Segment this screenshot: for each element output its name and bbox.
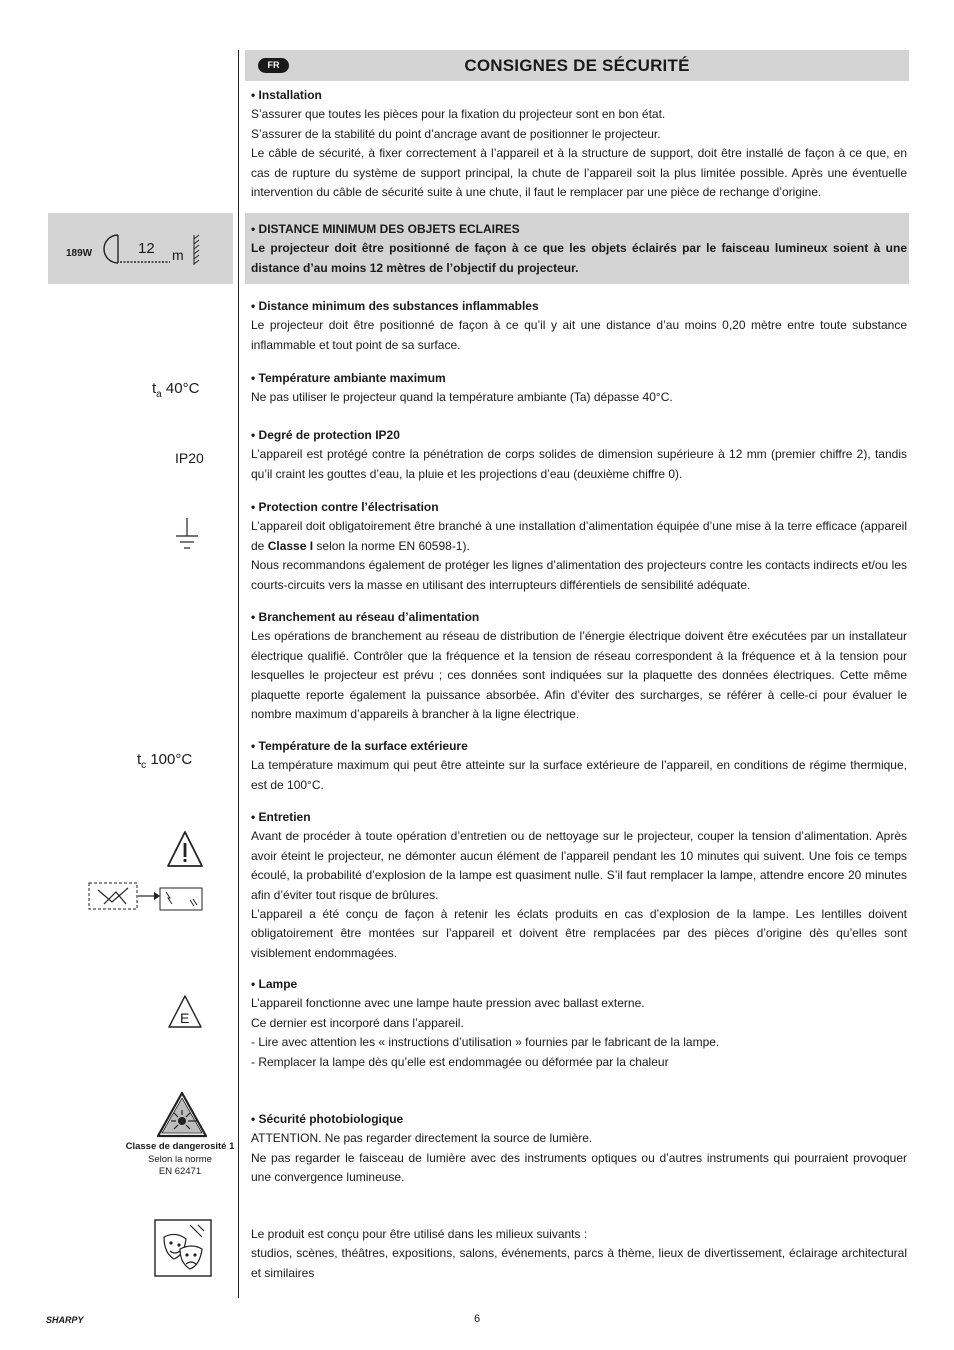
section-electrical: • Protection contre l’électrisation L’appareil doit obligatoirement être branché à une installation d’alimentation équipée d’une mise à la terre efficace (appareil de Classe I selon la norme EN 60598-1). Nous recommandons également de protéger les lignes d’alimentation des projecteurs contre les contacts indirects et/ou les courts-circuits vers la masse en utilisant des interrupteurs différentiels de sensibilité adéquate.	[251, 500, 907, 592]
section-mains: • Branchement au réseau d’alimentation Les opérations de branchement au réseau de distribution de l’énergie électrique doivent être exécutées par un installateur électrique qualifié. Contrôler que la fréquence et la tension de réseau correspondent à la fréquence et à la tension pour lesquelles le projecteur est prévu ; ces données sont indiquées sur la plaquette des données électriques. Cette même plaquette reporte également la puissance absorbée. Afin d’éviter des surcharges, se référer à celle-ci pour évaluer le nombre maximum d’appareils à brancher à la ligne électrique.	[251, 610, 907, 722]
section-ambient-temp: • Température ambiante maximum Ne pas utiliser le projecteur quand la température ambiante (Ta) dépasse 40°C.	[251, 369, 907, 408]
laser-class-caption: Classe de dangerosité 1 Selon la norme EN 62471	[125, 1141, 235, 1177]
section-surface-temp: • Température de la surface extérieure La température maximum qui peut être atteinte sur la surface extérieure de l’appareil, en conditions de régime thermique, est de 100°C.	[251, 739, 907, 792]
section-usage: Le produit est conçu pour être utilisé dans les milieux suivants : studios, scènes, théâtres, expositions, salons, événements, parcs à thème, lieux de divertissement, éclairage architectural et similaires	[251, 1227, 907, 1280]
distance-value: 12	[138, 240, 155, 257]
distance-power-label: 189W	[66, 248, 93, 259]
section-ip-protection: • Degré de protection IP20 L’appareil est protégé contre la pénétration de corps solides de dimension supérieure à 12 mm (premier chiffre 2), tandis qu’il craint les gouttes d’eau, la pluie et les projections d’eau (deuxième chiffre 0).	[251, 428, 907, 481]
section-heading: • Degré de protection IP20	[251, 428, 400, 442]
distance-symbol-panel	[48, 213, 233, 284]
section-heading: • Protection contre l’électrisation	[251, 500, 439, 514]
laser-radiation-icon	[155, 1090, 209, 1140]
section-heading: • DISTANCE MINIMUM DES OBJETS ECLAIRES	[251, 222, 520, 236]
ambient-temp-symbol: $t_a$ 40°C	[152, 380, 200, 400]
section-maintenance: • Entretien Avant de procéder à toute opération d’entretien ou de nettoyage sur le projecteur, couper la tension d’alimentation. Après avoir éteint le projecteur, ne démonter aucun élément de l’appareil pendant les 10 minutes qui suivent. Une fois ce temps écoulé, la probabilité d’explosion de la lampe est quasiment nulle. S’il faut remplacer la lampe, attendre encore 20 minutes afin d’éviter tout risque de brûlures. L’appareil a été conçu de façon à retenir les éclats produits en cas d’explosion de la lampe. Les lentilles doivent obligatoirement être montées sur l’appareil et doivent être remplacées par des pièces d’origine dès qu’elles sont visiblement endommagées.	[251, 810, 907, 960]
section-heading: • Température ambiante maximum	[251, 371, 446, 385]
ip-rating-symbol: IP20	[175, 450, 204, 466]
section-distance-flammable: • Distance minimum des substances inflammables Le projecteur doit être positionné de façon à ce qu’il y ait une distance d’au moins 0,20 mètre entre toute substance inflammable et tout point de sa surface.	[251, 299, 907, 352]
section-heading: • Température de la surface extérieure	[251, 739, 468, 753]
page-number: 6	[473, 1313, 481, 1325]
section-heading: • Entretien	[251, 810, 311, 824]
section-photobiological: • Sécurité photobiologique ATTENTION. Ne pas regarder directement la source de lumière. Ne pas regarder le faisceau de lumière avec des instruments optiques ou d’autres instruments qui pourraient provoquer une convergence lumineuse.	[251, 1112, 907, 1185]
section-installation: • Installation S’assurer que toutes les pièces pour la fixation du projecteur sont en bon état. S’assurer de la stabilité du point d’ancrage avant de positionner le projecteur. Le câble de sécurité, à fixer correctement à l’appareil et à la structure de support, doit être installé de façon à ce que, en cas de rupture du système de support principal, la chute de l’appareil soit la plus limitée possible. Après une éventuelle intervention du câble de sécurité suite à une chute, il faut le remplacer par une pièce de rechange d’origine.	[251, 88, 907, 200]
lamp-explosion-icon	[88, 880, 206, 914]
section-distance-objects: • DISTANCE MINIMUM DES OBJETS ECLAIRES Le projecteur doit être positionné de façon à ce que les objets éclairés par le faisceau lumineux soient à une distance d’au moins 12 mètres de l’objectif du projecteur.	[251, 222, 907, 275]
page-title: CONSIGNES DE SÉCURITÉ	[464, 56, 690, 75]
section-heading: • Installation	[251, 88, 322, 102]
column-divider	[238, 50, 239, 1298]
section-heading: • Lampe	[251, 977, 298, 991]
section-heading: • Distance minimum des substances inflammables	[251, 299, 539, 313]
header-bar	[245, 50, 909, 81]
ground-icon	[174, 518, 200, 552]
section-heading: • Branchement au réseau d’alimentation	[251, 610, 480, 624]
distance-unit: m	[172, 247, 184, 263]
footer-brand: SHARPY	[46, 1315, 84, 1325]
distance-icon	[102, 233, 212, 269]
theater-masks-icon	[154, 1219, 212, 1277]
warning-icon	[166, 829, 204, 869]
lamp-triangle-letter: E	[180, 1010, 190, 1026]
language-badge: FR	[258, 58, 289, 73]
section-heading: • Sécurité photobiologique	[251, 1112, 404, 1126]
section-lamp: • Lampe L’appareil fonctionne avec une lampe haute pression avec ballast externe. Ce dernier est incorporé dans l’appareil. - Lire avec attention les « instructions d’utilisation » fournies par le fabricant de la lampe. - Remplacer la lampe dès qu’elle est endommagée ou déformée par la chaleur	[251, 975, 907, 1072]
surface-temp-symbol: $t_c$ 100°C	[137, 751, 193, 771]
